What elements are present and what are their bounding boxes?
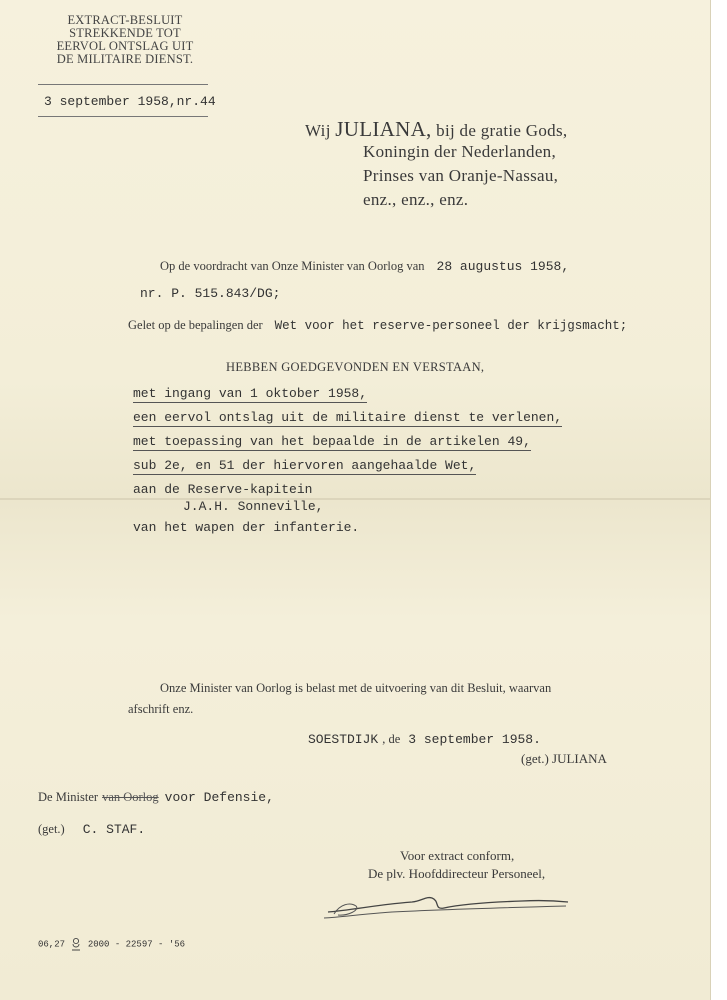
footer-code-left: 06,27 [38, 939, 66, 950]
royal-title-line-1 [305, 117, 567, 142]
reference-number: nr. P. 515.843/DG; [140, 286, 281, 301]
royal-title-line-3: Prinses van Oranje-Nassau, [363, 166, 559, 185]
decree-date-ref: 3 september 1958,nr.44 [44, 94, 216, 109]
voordracht-date: 28 augustus 1958, [436, 259, 570, 274]
get-juliana [521, 751, 607, 767]
title-rule [38, 84, 208, 85]
extract-conform: Voor extract conform, [400, 848, 515, 863]
date-rule [38, 116, 208, 117]
execution-line-1: Onze Minister van Oorlog is belast met de uitvoering van dit Besluit, waarvan [160, 681, 552, 695]
decision-line-7: van het wapen der infanterie. [133, 520, 360, 535]
gelet-wet: Wet voor het reserve-personeel der krijgsmacht; [274, 319, 628, 333]
extract-title-block [30, 14, 220, 66]
royal-gratie: bij de gratie Gods, [436, 121, 568, 140]
royal-name: JULIANA, [335, 117, 432, 141]
minister-line [38, 788, 274, 806]
extract-signatory: De plv. Hoofddirecteur Personeel, [368, 866, 546, 881]
minister-get-prefix: (get.) [38, 822, 65, 836]
footer-code-right: 2000 - 22597 - '56 [87, 939, 186, 950]
minister-struck: van Oorlog [102, 790, 159, 804]
minister-get-line [38, 820, 145, 838]
royal-title-line-2: Koningin der Nederlanden, [363, 142, 557, 161]
signing-de: , de [382, 732, 401, 746]
voordracht-line [160, 257, 569, 275]
minister-replacement: voor Defensie, [164, 790, 274, 805]
footer-codes [38, 937, 185, 951]
decision-line-5: aan de Reserve-kapitein [133, 482, 313, 497]
gelet-line [128, 316, 627, 334]
title-line-3: EERVOL ONTSLAG UIT [56, 39, 194, 53]
voordracht-text: Op de voordracht van Onze Minister van Oorlog van [160, 259, 425, 273]
signature-icon [322, 890, 572, 924]
royal-title-line-4: enz., enz., enz. [363, 190, 469, 209]
gelet-text: Gelet op de bepalingen der [128, 318, 263, 332]
signing-place: SOESTDIJK [308, 732, 379, 747]
decision-line-3: met toepassing van het bepaalde in de artikelen 49, [133, 434, 531, 449]
recipient-name: J.A.H. Sonneville, [183, 499, 324, 514]
minister-label: De Minister [38, 790, 99, 804]
printer-emblem-icon [70, 937, 82, 951]
decision-line-4: sub 2e, en 51 der hiervoren aangehaalde Wet, [133, 458, 477, 473]
title-line-1: EXTRACT-BESLUIT [67, 13, 183, 27]
title-line-4: DE MILITAIRE DIENST. [56, 52, 194, 66]
signing-place-date [308, 730, 541, 748]
title-line-2: STREKKENDE TOT [69, 26, 181, 40]
fold-crease [0, 498, 710, 500]
royal-wij: Wij [305, 121, 331, 140]
decision-line-2: een eervol ontslag uit de militaire dienst te verlenen, [133, 410, 563, 425]
signing-date: 3 september 1958. [408, 732, 541, 747]
decision-line-1: met ingang van 1 oktober 1958, [133, 386, 368, 401]
execution-line-2: afschrift enz. [128, 702, 194, 716]
get-juliana-prefix: (get.) [521, 751, 549, 766]
get-juliana-name: JULIANA [552, 751, 607, 766]
decision-heading: HEBBEN GOEDGEVONDEN EN VERSTAAN, [226, 360, 485, 374]
minister-get-name: C. STAF. [82, 822, 146, 837]
